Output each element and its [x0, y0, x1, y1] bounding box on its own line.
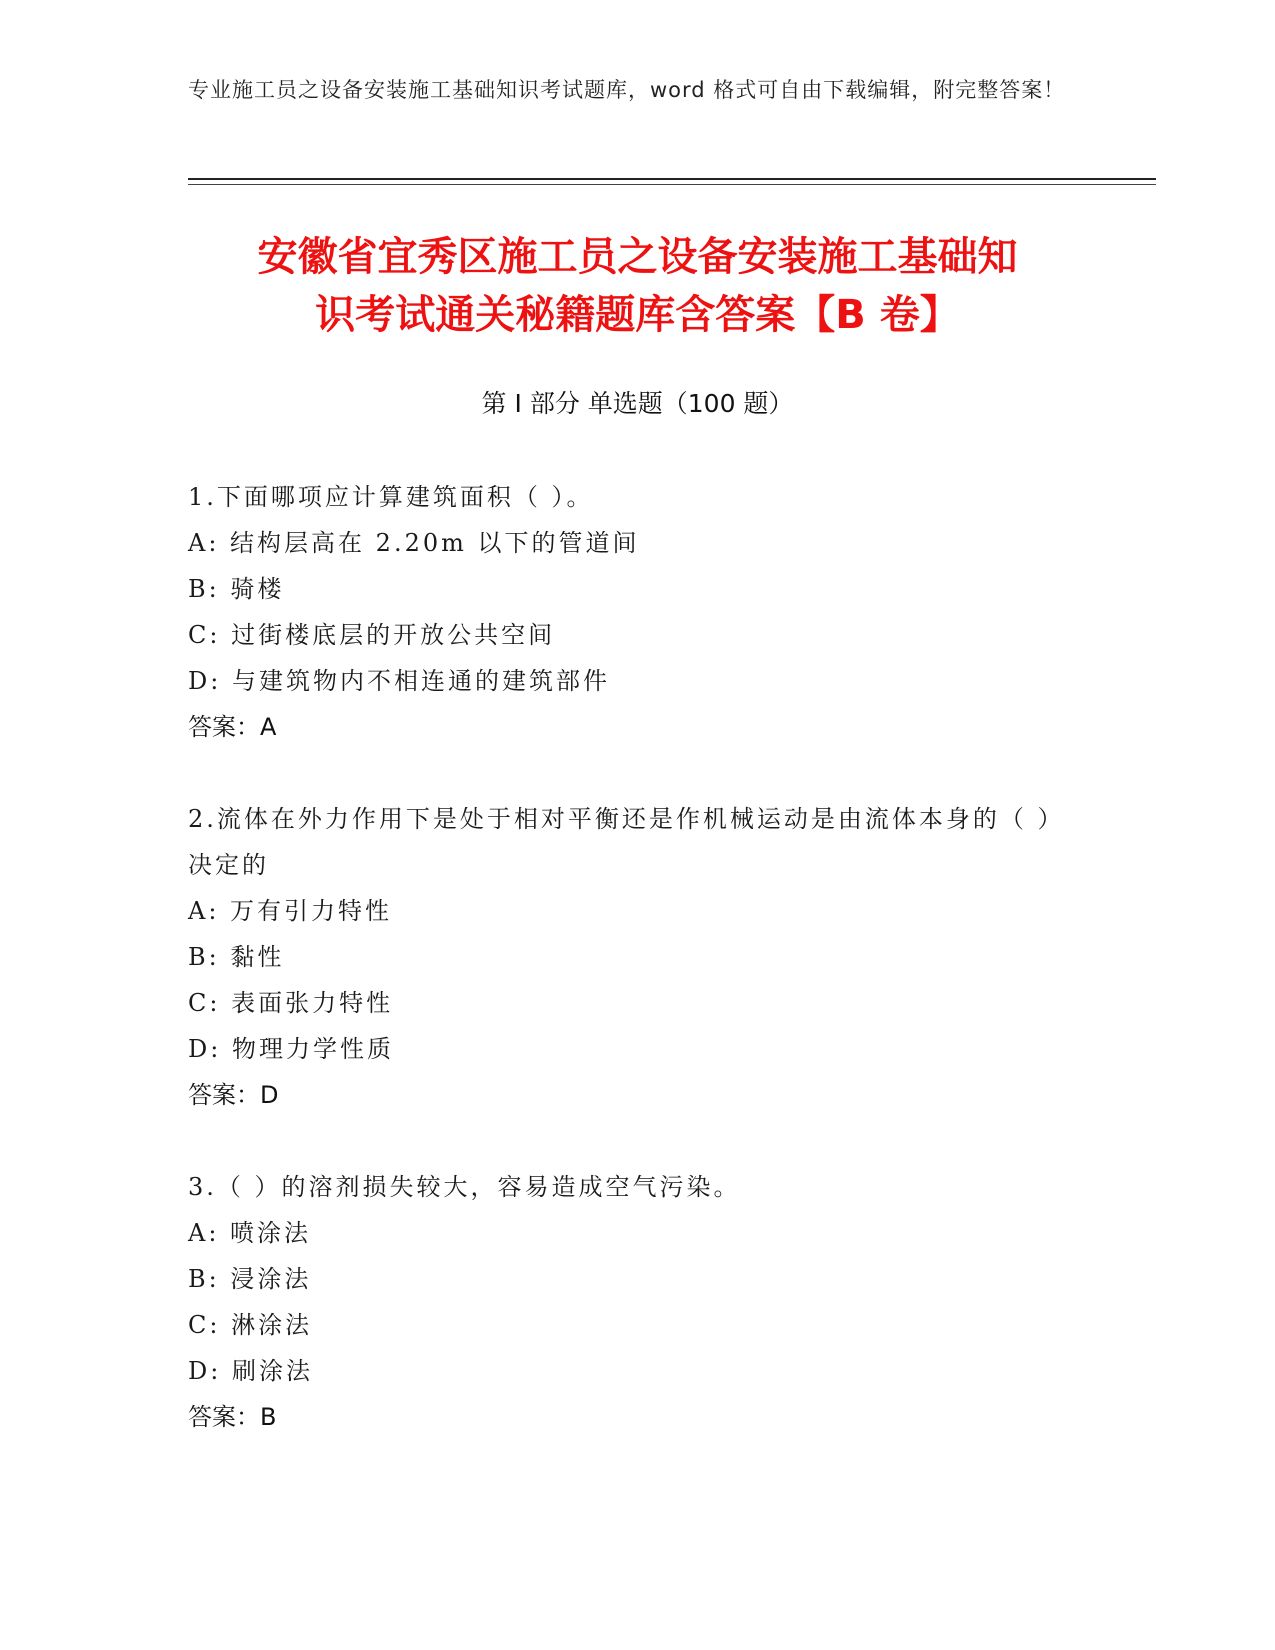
document-title-line-2: 识考试通关秘籍题库含答案【B 卷】	[315, 292, 960, 338]
option-c: C: 过街楼底层的开放公共空间	[188, 621, 556, 649]
option-a: A: 结构层高在 2.20m 以下的管道间	[188, 529, 640, 557]
option-a: A: 万有引力特性	[188, 897, 393, 925]
option-c: C: 表面张力特性	[188, 989, 394, 1017]
answer-label: 答案：A	[188, 713, 277, 741]
question-stem: 2.流体在外力作用下是处于相对平衡还是作机械运动是由流体本身的（ ）决定的	[188, 805, 1065, 879]
option-d: D: 与建筑物内不相连通的建筑部件	[188, 667, 610, 695]
question-stem: 1.下面哪项应计算建筑面积（ ）。	[188, 483, 594, 511]
question-1	[188, 474, 1088, 750]
document-title-line-1: 安徽省宜秀区施工员之设备安装施工基础知	[257, 234, 1018, 280]
section-heading: 第 I 部分 单选题（100 题）	[481, 389, 794, 418]
option-d: D: 物理力学性质	[188, 1035, 394, 1063]
answer-label: 答案：B	[188, 1403, 277, 1431]
option-d: D: 刷涂法	[188, 1357, 313, 1385]
header-note: 专业施工员之设备安装施工基础知识考试题库，word 格式可自由下载编辑，附完整答案！	[188, 78, 1066, 102]
header-divider-thin	[188, 184, 1156, 185]
option-a: A: 喷涂法	[188, 1219, 312, 1247]
question-stem: 3.（ ）的溶剂损失较大，容易造成空气污染。	[188, 1173, 741, 1201]
option-b: B: 浸涂法	[188, 1265, 312, 1293]
option-b: B: 黏性	[188, 943, 285, 971]
question-3	[188, 1164, 1088, 1440]
option-c: C: 淋涂法	[188, 1311, 313, 1339]
question-2	[188, 796, 1088, 1118]
answer-label: 答案：D	[188, 1081, 279, 1109]
document-title	[150, 228, 1125, 344]
option-b: B: 骑楼	[188, 575, 285, 603]
header-divider-thick	[188, 178, 1156, 180]
question-list	[188, 474, 1088, 1486]
